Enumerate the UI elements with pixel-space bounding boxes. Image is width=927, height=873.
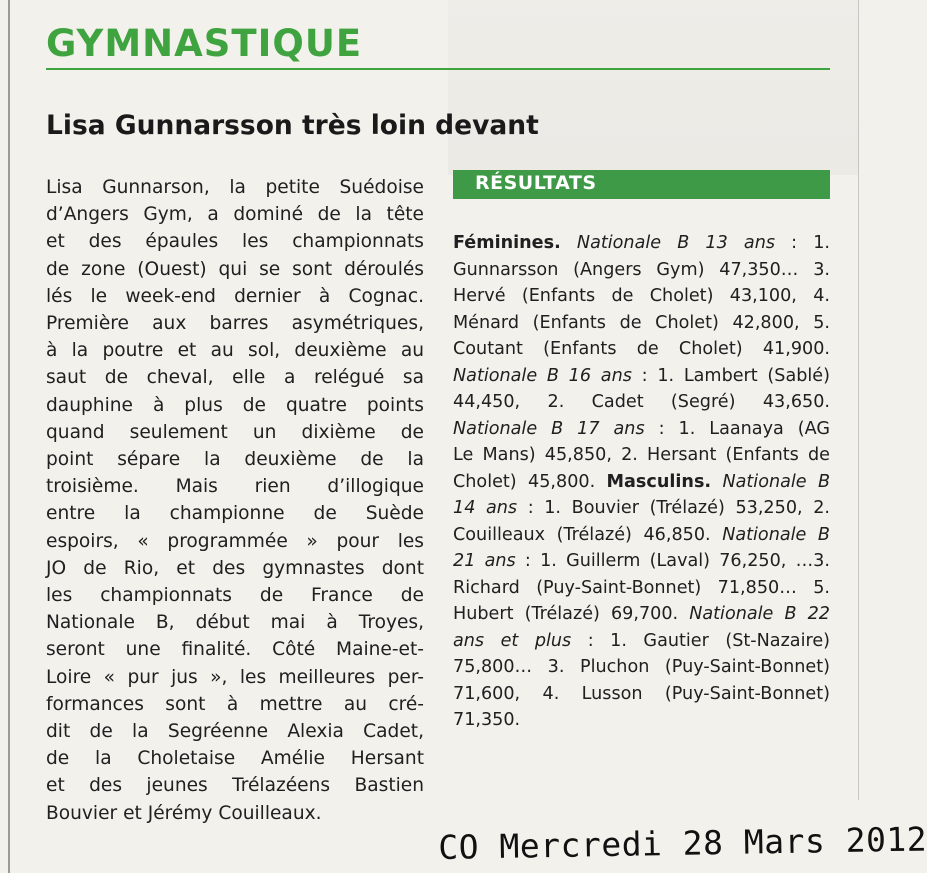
article-line: dit de la Segréenne Alexia Cadet, xyxy=(46,721,424,743)
article-line: dauphine à plus de quatre points xyxy=(46,394,424,416)
division-label: Nationale B xyxy=(722,471,831,492)
article-line: troisième. Mais rien d’illogique xyxy=(46,476,424,498)
article-line: à la poutre et au sol, deuxième au xyxy=(46,340,424,362)
results-text: Couilleaux (Trélazé) 46,850. xyxy=(453,524,711,545)
results-text: : 1. Laanaya (AG xyxy=(658,418,830,439)
article-line: et des jeunes Trélazéens Bastien xyxy=(46,775,424,797)
results-line: 75,800… 3. Pluchon (Puy-Saint-Bonnet) xyxy=(453,657,830,677)
division-label: Nationale B 16 ans xyxy=(453,365,632,386)
category-feminines: Féminines. xyxy=(453,233,561,253)
article-line: de zone (Ouest) qui se sont déroulés xyxy=(46,258,424,280)
handwritten-date-note: CO Mercredi 28 Mars 2012 xyxy=(438,819,927,867)
results-line: Hervé (Enfants de Cholet) 43,100, 4. xyxy=(453,286,830,306)
results-line: 71,600, 4. Lusson (Puy-Saint-Bonnet) xyxy=(453,683,830,704)
division-label: ans et plus xyxy=(453,630,572,651)
results-line xyxy=(453,363,830,390)
results-text: : 1. Bouvier (Trélazé) 53,250, 2. xyxy=(527,498,830,518)
division-label: 14 ans xyxy=(453,498,518,518)
results-line xyxy=(453,548,830,575)
results-text: Cholet) 45,800. xyxy=(453,471,596,492)
article-line: Loire « pur jus », les meilleures per- xyxy=(46,666,424,688)
results-text: Hubert (Trélazé) 69,700. xyxy=(453,604,679,624)
column-rule-right xyxy=(858,0,859,800)
article-line: espoirs, « programmée » pour les xyxy=(46,530,424,552)
results-body xyxy=(453,230,830,734)
article-headline: Lisa Gunnarsson très loin devant xyxy=(46,110,539,141)
results-line: Ménard (Enfants de Cholet) 42,800, 5. xyxy=(453,312,830,333)
article-line: de la Choletaise Amélie Hersant xyxy=(46,748,424,770)
article-line: lés le week-end dernier à Cognac. xyxy=(46,285,424,307)
results-line xyxy=(453,416,830,443)
results-header xyxy=(453,170,830,199)
results-line xyxy=(453,601,830,628)
results-line xyxy=(453,469,830,496)
results-line xyxy=(453,230,830,257)
column-rule-left xyxy=(8,0,10,873)
results-line xyxy=(453,522,830,549)
article-line: quand seulement un dixième de xyxy=(46,421,424,443)
article-line: formances sont à mettre au cré- xyxy=(46,693,424,715)
article-line: d’Angers Gym, a dominé de la tête xyxy=(46,204,424,226)
article-line: saut de cheval, elle a relégué sa xyxy=(46,367,424,389)
division-label: Nationale B 22 xyxy=(689,604,830,624)
bleed-through-area xyxy=(448,0,858,175)
results-text: : 1. Guillerm (Laval) 76,250, …3. xyxy=(524,551,830,571)
article-line: les championnats de France de xyxy=(46,585,424,607)
results-line: Coutant (Enfants de Cholet) 41,900. xyxy=(453,339,830,359)
article-line: Nationale B, début mai à Troyes, xyxy=(46,612,424,634)
article-line: JO de Rio, et des gymnastes dont xyxy=(46,557,424,579)
division-label: Nationale B 17 ans xyxy=(453,418,645,439)
results-line xyxy=(453,495,830,522)
results-line: Gunnarsson (Angers Gym) 47,350… 3. xyxy=(453,259,830,280)
article-line: Bouvier et Jérémy Couilleaux. xyxy=(46,802,322,824)
division-label: Nationale B xyxy=(722,524,830,545)
results-text: : 1. Lambert (Sablé) xyxy=(641,365,830,386)
article-line: seront une finalité. Côté Maine-et- xyxy=(46,639,424,661)
article-line: Première aux barres asymétriques, xyxy=(46,313,424,335)
results-label: RÉSULTATS xyxy=(475,172,597,194)
article-body xyxy=(46,174,424,827)
division-label: Nationale B 13 ans xyxy=(576,233,776,253)
category-masculins: Masculins. xyxy=(606,471,712,492)
article-line: point sépare la deuxième de la xyxy=(46,449,424,471)
results-line: Le Mans) 45,850, 2. Hersant (Enfants de xyxy=(453,445,830,465)
section-title: GYMNASTIQUE xyxy=(46,22,363,65)
results-line: 44,450, 2. Cadet (Segré) 43,650. xyxy=(453,392,830,412)
results-line: 71,350. xyxy=(453,710,521,730)
article-line: et des épaules les championnats xyxy=(46,231,424,253)
article-line: entre la championne de Suède xyxy=(46,503,424,525)
results-text: : 1. Gautier (St-Nazaire) xyxy=(587,630,831,651)
results-line xyxy=(453,628,830,655)
article-line: Lisa Gunnarson, la petite Suédoise xyxy=(46,177,424,198)
division-label: 21 ans xyxy=(453,551,516,571)
results-line: Richard (Puy-Saint-Bonnet) 71,850… 5. xyxy=(453,577,830,598)
section-divider xyxy=(46,68,830,70)
results-text: : 1. xyxy=(791,233,831,253)
